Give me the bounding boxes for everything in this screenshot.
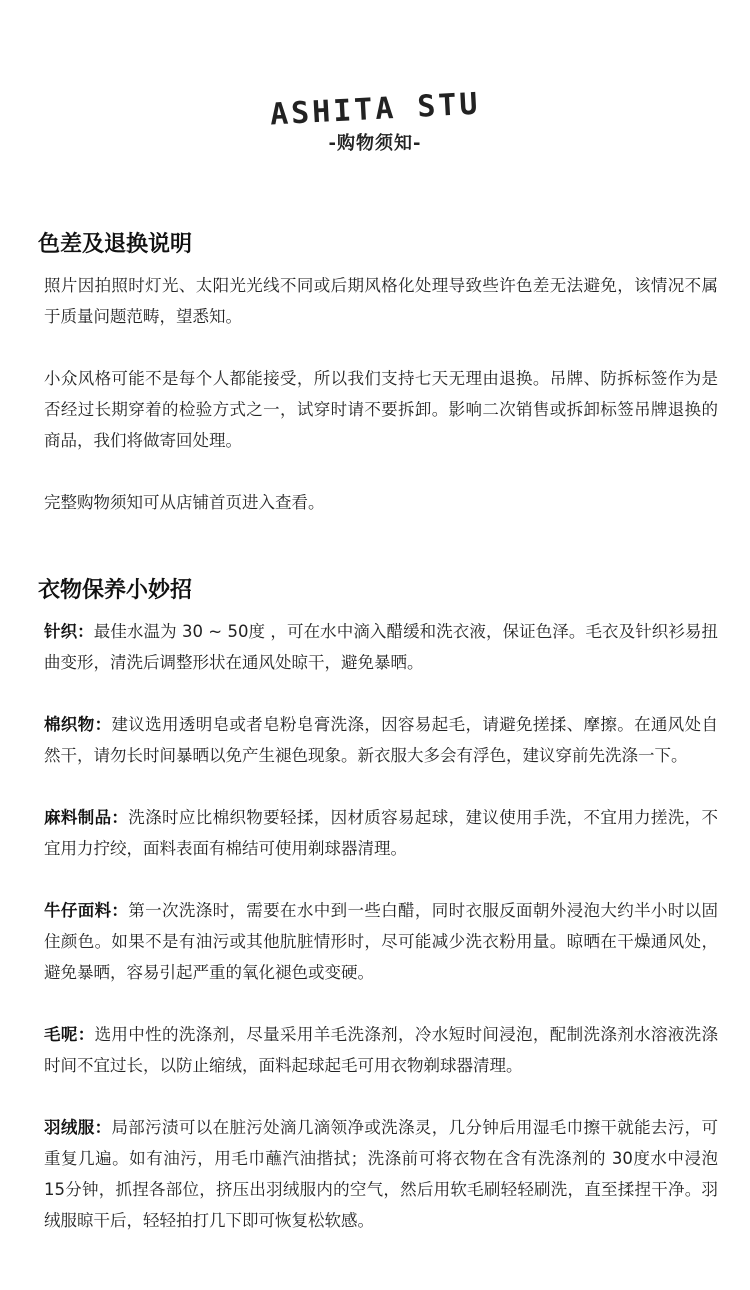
care-item-text: 最佳水温为 30 ~ 50度 ，可在水中滴入醋缓和洗衣液，保证色泽。毛衣及针织衫易扭曲变形，清洗后调整形状在通风处晾干，避免暴晒。 — [44, 622, 719, 672]
paragraph: 照片因拍照时灯光、太阳光光线不同或后期风格化处理导致些许色差无法避免，该情况不属于质量问题范畴，望悉知。 — [44, 276, 718, 326]
care-item-text: 选用中性的洗涤剂，尽量采用羊毛洗涤剂，冷水短时间浸泡，配制洗涤剂水溶液洗涤时间不宜过长，以防止缩绒，面料起球起毛可用衣物剃球器清理。 — [44, 1025, 719, 1075]
brand-logo — [0, 86, 750, 155]
care-item-text: 洗涤时应比棉织物要轻揉，因材质容易起球，建议使用手洗，不宜用力搓洗，不宜用力拧绞，面料表面有棉结可使用剃球器清理。 — [44, 808, 719, 858]
section-title: 衣物保养小妙招 — [38, 578, 193, 603]
care-item-text: 建议选用透明皂或者皂粉皂膏洗涤，因容易起毛，请避免搓揉、摩擦。在通风处自然干，请勿长时间暴晒以免产生褪色现象。新衣服大多会有浮色，建议穿前先洗涤一下。 — [44, 715, 719, 765]
care-item — [44, 1112, 718, 1236]
care-item-label: 牛仔面料： — [44, 901, 129, 920]
care-item-label: 棉织物： — [44, 715, 112, 734]
care-item — [44, 802, 718, 864]
logo-brand-text: ASHITA STU — [268, 86, 482, 133]
section-care-tips — [38, 576, 718, 1267]
logo-subtitle: -购物须知- — [328, 133, 422, 154]
care-item — [44, 616, 718, 678]
care-item-text: 局部污渍可以在脏污处滴几滴领净或洗涤灵，几分钟后用湿毛巾擦干就能去污，可重复几遍。如有油污，用毛巾蘸汽油揩拭；洗涤前可将衣物在含有洗涤剂的 30度水中浸泡 15分钟，抓捏各部位，挤压出羽绒服内的空气，然后用软毛刷轻轻刷洗，直至揉捏干净。羽绒服晾干后，轻轻拍打几下即可恢复松软感。 — [44, 1118, 719, 1230]
care-item — [44, 709, 718, 771]
paragraph: 小众风格可能不是每个人都能接受，所以我们支持七天无理由退换。吊牌、防拆标签作为是否经过长期穿着的检验方式之一，试穿时请不要拆卸。影响二次销售或拆卸标签吊牌退换的商品，我们将做寄回处理。 — [44, 369, 718, 450]
paragraph: 完整购物须知可从店铺首页进入查看。 — [44, 493, 325, 512]
care-item — [44, 895, 718, 988]
care-item-label: 针织： — [44, 622, 94, 641]
section-title: 色差及退换说明 — [38, 232, 193, 257]
care-item-label: 羽绒服： — [44, 1118, 112, 1137]
care-item — [44, 1019, 718, 1081]
section-color-return — [38, 230, 718, 549]
care-item-label: 麻料制品： — [44, 808, 129, 827]
care-item-label: 毛呢： — [44, 1025, 95, 1044]
care-item-text: 第一次洗涤时，需要在水中到一些白醋，同时衣服反面朝外浸泡大约半小时以固住颜色。如果不是有油污或其他肮脏情形时，尽可能减少洗衣粉用量。晾晒在干燥通风处，避免暴晒，容易引起严重的氧化褪色或变硬。 — [44, 901, 719, 982]
